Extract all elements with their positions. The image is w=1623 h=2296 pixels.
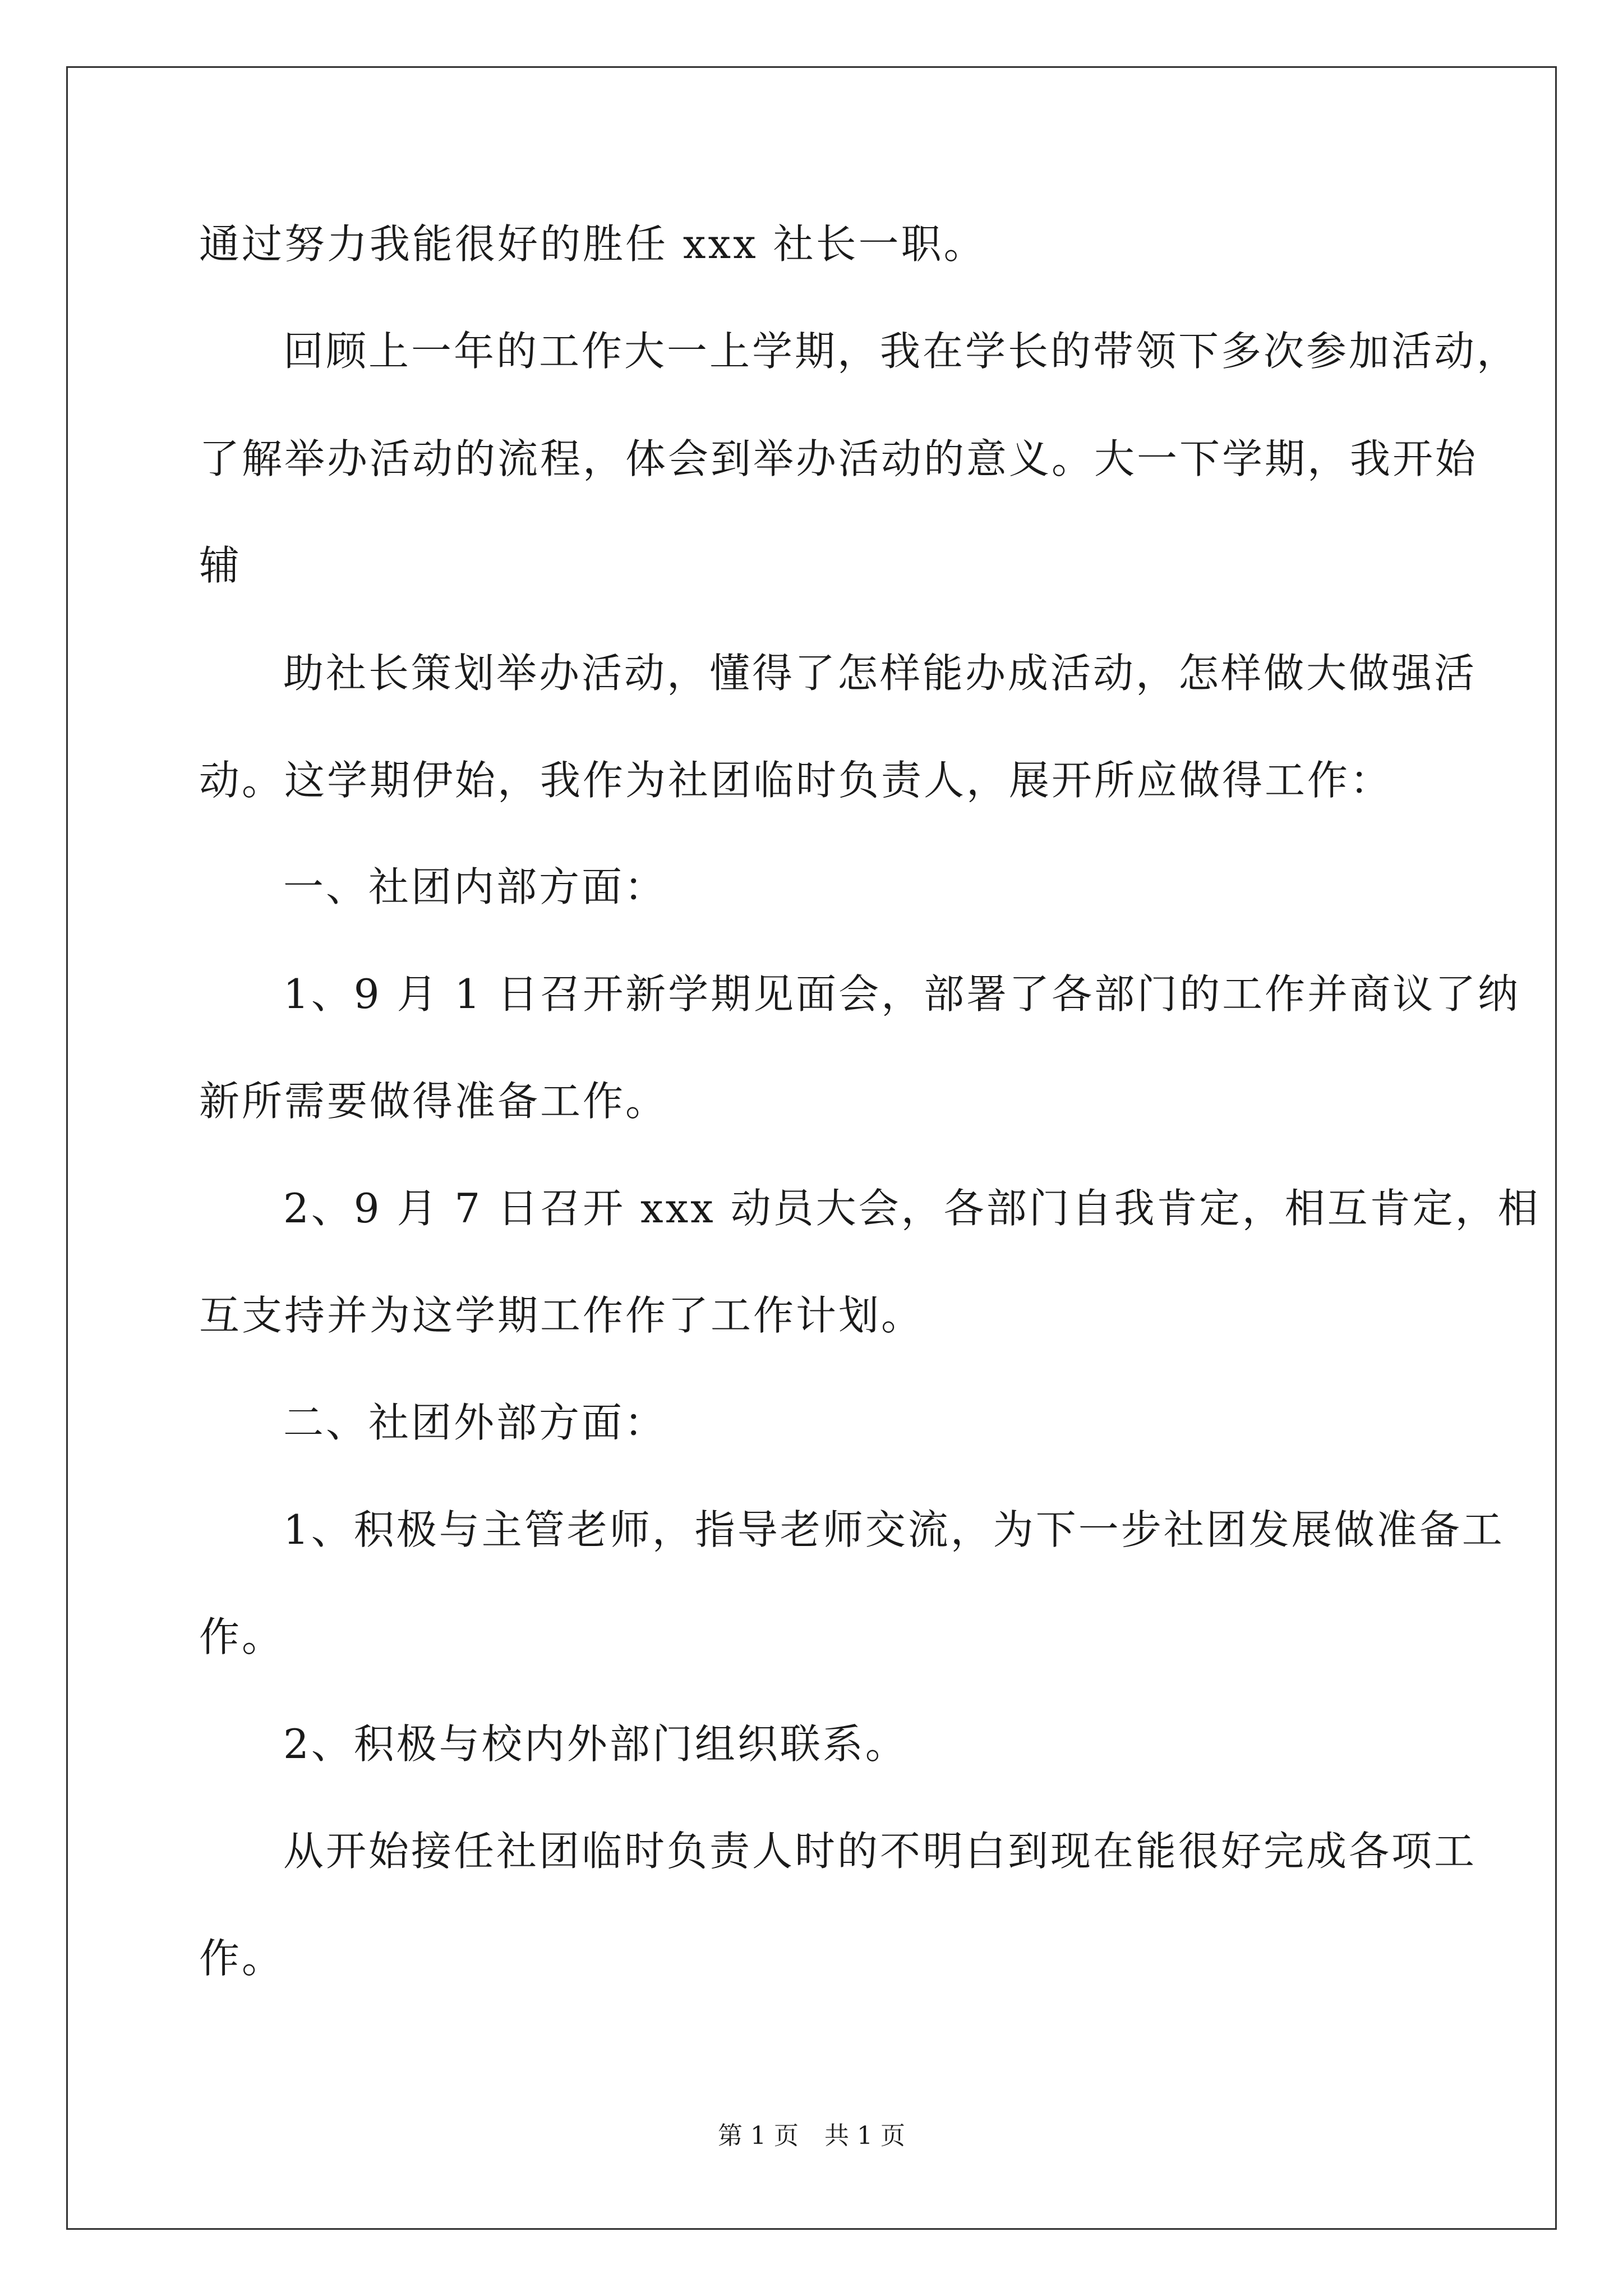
text-line-3: 了解举办活动的流程，体会到举办活动的意义。大一下学期，我开始 xyxy=(199,435,1478,482)
text-line-2: 回顾上一年的工作大一上学期，我在学长的带领下多次参加活动， xyxy=(283,328,1520,375)
text-line-15: 2、积极与校内外部门组织联系。 xyxy=(283,1720,908,1768)
section-heading-external: 二、社团外部方面： xyxy=(283,1399,667,1446)
text-line-11: 互支持并为这学期工作作了工作计划。 xyxy=(199,1292,924,1339)
text-line-17: 作。 xyxy=(199,1935,285,1982)
text-line-14: 作。 xyxy=(199,1613,285,1660)
text-line-10: 2、9 月 7 日召开 xxx 动员大会，各部门自我肯定，相互肯定，相 xyxy=(283,1185,1541,1232)
section-heading-internal: 一、社团内部方面： xyxy=(283,863,667,910)
text-line-9: 新所需要做得准备工作。 xyxy=(199,1078,668,1125)
text-line-16: 从开始接任社团临时负责人时的不明白到现在能很好完成各项工 xyxy=(283,1828,1477,1875)
text-line-4: 辅 xyxy=(199,542,242,589)
text-line-8: 1、9 月 1 日召开新学期见面会，部署了各部门的工作并商议了纳 xyxy=(283,970,1521,1018)
text-line-13: 1、积极与主管老师，指导老师交流，为下一步社团发展做准备工 xyxy=(283,1506,1505,1553)
page-border xyxy=(66,66,1557,2230)
page-footer xyxy=(0,2119,1623,2153)
text-line-5: 助社长策划举办活动，懂得了怎样能办成活动，怎样做大做强活 xyxy=(283,650,1477,697)
page-number-current: 第 1 页 xyxy=(718,2122,799,2150)
page-number-total: 共 1 页 xyxy=(824,2122,905,2150)
text-line-6: 动。这学期伊始，我作为社团临时负责人，展开所应做得工作： xyxy=(199,757,1393,804)
text-line-1: 通过努力我能很好的胜任 xxx 社长一职。 xyxy=(199,220,986,268)
